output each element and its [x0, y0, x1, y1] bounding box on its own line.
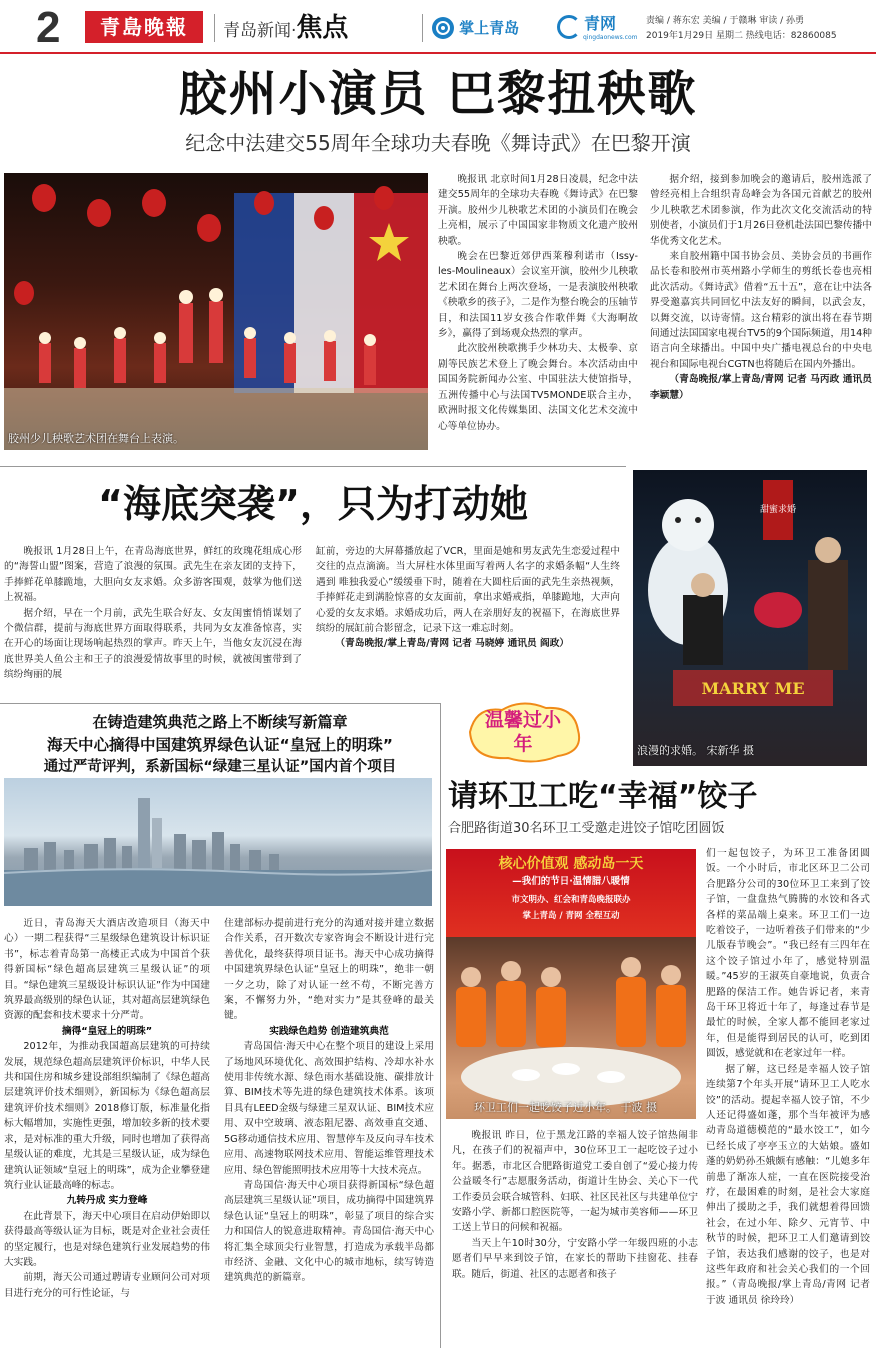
story3-column-2	[224, 916, 434, 1348]
story1-column-2	[650, 172, 872, 454]
banner-sub: —我们的节日·温情腊八暖情	[512, 876, 630, 887]
story2-col1-p1: 晚报讯 1月28日上午，在青岛海底世界，鲜红的玫瑰花组成心形的“海誓山盟”图案，营造了浪漫的氛围。武先生在亲友团的支持下，手捧鲜花单膝跪地，大胆向女友求婚。众多游客围观，鼓掌为他们送上祝福。	[4, 546, 302, 604]
story2-photo	[633, 470, 867, 766]
story1-photo	[4, 173, 428, 450]
story3-col1-p1: 近日，青岛海天大酒店改造项目（海天中心）一期二程获得“三星级绿色建筑设计标识证书”，标志着青岛第一高楼正式成为中国首个获得新国标“绿色超高层建筑三星级认证”的项目。“绿色建筑三星级设计标识认证”作为中国建筑界最高级别的绿色认证，其对超高层建筑绿色资源的配套和技术要求十分严苛。	[4, 918, 210, 1022]
story2-photo-banner: MARRY ME	[701, 679, 805, 698]
story4-colb-p1: 们一起包饺子，为环卫工准备团圆饭。一个小时后，市北区环卫二公司合肥路分公司的30位环卫工来到了饺子馆，一盘盘热气腾腾的水饺和各式各样的菜品端上桌来。环卫工们一边吃着饺子，一边听着孩子们带来的“少儿版春节晚会”。“我已经有三四年在这个饺子馆过小年了，感觉特别温暖。”45岁的王淑英自豪地说，负责合肥路的保洁工作。她告诉记者，来青岛干环卫将近十年了，每逢过春节是最忙的时候，全家人都不能回老家过年，但是能得到居民的认可，吃到团圆饭，感觉就和在老家过年一样。	[706, 848, 870, 1060]
paper-logo-text: 青島晚報	[100, 15, 188, 39]
site-url: qingdaonews.com	[583, 34, 637, 41]
masthead	[0, 0, 876, 56]
logo-divider	[214, 14, 215, 42]
story3-col1-p2: 2012年，为推动我国超高层建筑的可持续发展，规范绿色超高层建筑评价标识，中华人民共和国住房和城乡建设部组织编制了《绿色超高层建筑评价技术细则》，新国标为《绿色超高层建筑评价技术细则》2018修订版，标准量化指标大幅增加，实施性更强，增加较多新的技术要求，是对标准的重大升级，同时也增加了获得高星级认证的难度，尤其是三星级认证，成为绿色建筑认证领域“皇冠上的明珠”，成为企业攀登建筑行业认证最高峰的标志。	[4, 1041, 210, 1191]
story2-photo-caption: 浪漫的求婚。 宋新华 摄	[637, 744, 754, 757]
story1-col2-p1: 据介绍，接到参加晚会的邀请后，胶州选派了曾经亮相上合组织青岛峰会为各国元首献艺的胶州少儿秧歌艺术团参演，作为此次文化交流活动的特别使者，小演员们于1月26日登机赴法国巴黎传播中华优秀文化艺术。	[650, 174, 872, 247]
app-logo	[432, 14, 552, 42]
section-title	[223, 10, 423, 46]
story4-column-b	[706, 846, 870, 1346]
divider-vertical	[440, 703, 441, 1348]
story4-colb-p2: 据了解，这已经是幸福人饺子馆连续第7个年头开展“请环卫工人吃水饺”的活动。提起幸福人饺子馆，不少人还记得盛如蓬，那个当年被评为感动青岛道德模范的“最水饺工”，如今已经长成了亭亭玉立的大姑娘。盛如蓬的奶奶孙丕娥颇有感触：“儿媳多年前患了渐冻人症，一直在医院接受治疗，在最困难的时刻，是社会大家庭伸出了援助之手，我们就想着得回馈社会，在过小年、除夕、元宵节、中秋节的时候，把环卫工人们邀请到饺子馆，表达我们感谢的饺子，也是对这些年政府和社会关心我们的一个回报。”（青岛晚报/掌上青岛/青网 记者 于波 通讯员 徐玲玲）	[706, 1063, 870, 1306]
site-name: 青网	[584, 14, 617, 33]
story2-column-2	[316, 544, 620, 690]
story3-col2-sub1: 实践绿色趋势 创造建筑典范	[269, 1025, 389, 1037]
story4-photo	[446, 937, 696, 1119]
story3-col1-p3: 在此背景下，海天中心项目在启动伊始即以获得最高等级认证为目标，既是对企业社会责任的坚定履行，也是对绿色建筑行业发展趋势的伟大实践。	[4, 1210, 210, 1268]
story1-col2-p3: （青岛晚报/掌上青岛/青网 记者 马丙政 通讯员 李颖慧）	[650, 374, 872, 401]
stage-illustration	[4, 173, 428, 450]
story4-badge-text: 温馨过小年	[484, 709, 561, 755]
story3-headline2: 通过严苛评判，系新国标“绿建三星认证”国内首个项目	[43, 759, 397, 775]
story3-kicker: 在铸造建筑典范之路上不断续写新篇章	[92, 713, 348, 731]
banner-sub3: 掌上青岛 / 青网 全程互动	[522, 911, 620, 921]
story1-col1-paras	[438, 172, 638, 434]
masthead-rule	[0, 52, 876, 54]
story1-col1-p3: 此次胶州秧歌携手少林功夫、太极拳、京剧等民族艺术登上了晚会舞台。本次活动由中国国务院新闻办公室、中国驻法大使馆指导，五洲传播中心与法国TV5MONDE联合主办，欧洲时报文化传媒集团、法国文化艺术交流中心等单位协办。	[438, 343, 638, 432]
story1-col1-p1: 晚报讯 北京时间1月28日凌晨，纪念中法建交55周年的全球功夫春晚《舞诗武》在巴黎开演。胶州少儿秧歌艺术团的小演员们在晚会上亮相，展示了中国国家非物质文化遗产胶州秧歌。	[438, 174, 638, 247]
story3-column-1	[4, 916, 210, 1348]
story4-cola-p2: 当天上午10时30分，宁安路小学一年级四班的小志愿者们早早来到饺子馆，在家长的帮助下挂窗花、挂春联。随后，街道、社区的志愿者和孩子	[452, 1237, 698, 1280]
page-number: 2	[36, 3, 61, 52]
paper-logo	[85, 11, 203, 43]
section-focus: 焦点	[296, 13, 349, 43]
banner-sub2: 市文明办、红会和青岛晚报联办	[511, 895, 631, 905]
story2-photo-sign: 甜蜜求婚	[759, 505, 797, 515]
story3-photo	[4, 778, 432, 906]
story4-photo-caption: 环卫工们一起吃饺子过小年。 于波 摄	[474, 1101, 657, 1114]
logo-divider-2	[422, 14, 423, 42]
dumpling-dinner-illustration	[446, 937, 696, 1119]
story3-col2-p2: 青岛国信·海天中心在整个项目的建设上采用了场地风环境优化、高效围护结构、冷却水补水使用非传统水源、绿色雨水基础设施、碳排放计算、BIM技术等先进的绿色建筑技术体系。该项目具有LEED金级与绿建三星双认证、BIM技术应用、双中空玻璃、液态阻尼器、高效垂直交通、5G移动通信技术应用、智慧停车及反向寻车技术应用、高速物联网技术应用、智能运维管理技术应用、绿色智能照明技术应用等十大技术亮点。	[224, 1041, 434, 1176]
proposal-illustration	[633, 470, 867, 766]
site-icon	[557, 15, 581, 39]
story3-col1-p4: 前期，海天公司通过聘请专业顾问公司对项目进行充分的可行性论证，与	[4, 1272, 210, 1299]
story3-col2-p1: 住建部标办提前进行充分的沟通对接并建立数据合作关系，召开数次专家咨询会不断设计进行完善优化，最终获得项目证书。海天中心成功摘得中国建筑界绿色认证“皇冠上的明珠”，绝非一朝一夕之功，除了对认证一丝不苟，不断完善方案，不懈努力外，“绝对实力”是其登峰的最关键。	[224, 918, 434, 1022]
story2-col1-p2: 据介绍，早在一个月前，武先生联合好友、女友闺蜜悄悄谋划了个微信群，提前与海底世界方面取得联系，共同为女友准备惊喜，实在开心的场面让现场响起热烈的掌声。昨天上午，当他女友沉浸在海底世界美人鱼公主和王子的浪漫爱情故事里的时候，就被闺蜜带到了缤纷绚丽的展	[4, 607, 302, 681]
story3-col2-p3: 青岛国信·海天中心项目获得新国标“绿色超高层建筑三星级认证”项目，成功摘得中国建筑界绿色认证“皇冠上的明珠”，彰显了项目的综合实力和国信人的锐意进取精神。青岛国信·海天中心将汇集全球顶尖行业智慧，打造成为承载半岛都市经济、金融、文化中心的城市地标，续写铸造建筑典范的新篇章。	[224, 1179, 434, 1284]
story2-col2-p1: 缸前，旁边的大屏幕播放起了VCR，里面是她和男友武先生恋爱过程中交往的点点滴滴。当大屏柱水体里面写着两人名字的求婚条幅“人生终遇到 唯独我爱心”缓缓垂下时，随着在大圆柱后面的武先生亲热视频，手捧鲜花走到满脸惊喜的女友面前，拿出求婚戒指，单膝跪地，大声向心爱的女友求婚。求婚成功后，两人在亲朋好友的祝福下，在海底世界缤纷的展缸前合影留念，记录下这一难忘时刻。	[316, 546, 620, 635]
story1-subheadline: 纪念中法建交55周年全球功夫春晚《舞诗武》在巴黎开演	[185, 131, 691, 155]
story2-column-1	[4, 544, 302, 690]
story3-headline1: 海天中心摘得中国建筑界绿色认证“皇冠上的明珠”	[47, 736, 393, 754]
story4-subheadline: 合肥路街道30名环卫工受邀走进饺子馆吃团圆饭	[448, 821, 725, 836]
story4-badge	[462, 700, 584, 764]
story4-cola-p1: 晚报讯 昨日，位于黑龙江路的幸福人饺子馆热闹非凡，在孩子们的祝福声中，30位环卫工一起吃饺子过小年。据悉，市北区合肥路街道党工委自创了“爱心接力传 公益暖冬行”志愿服务活动，街道计生协会、关心下一代工作委员会联合城管科、妇联、社区民社区与共建单位宁安路小学、新都口腔医院等，一起为城市美容师——环卫工送上节日的问候和祝福。	[452, 1130, 698, 1234]
divider-story1	[0, 466, 626, 467]
app-name: 掌上青岛	[459, 19, 520, 37]
skyline-illustration	[4, 778, 432, 906]
story2-col2-p2: （青岛晚报/掌上青岛/青网 记者 马晓婷 通讯员 阎政）	[335, 638, 570, 650]
story3-col1-sub1: 摘得“皇冠上的明珠”	[61, 1025, 153, 1037]
site-logo	[557, 12, 637, 46]
app-icon	[432, 17, 454, 39]
banner-slogan: 核心价值观 感动岛一天	[498, 856, 644, 872]
story3-col1-sub2: 九转丹成 实力登峰	[66, 1195, 148, 1207]
story4-banner	[446, 849, 696, 937]
story2-headline: “海底突袭”，只为打动她	[98, 482, 528, 526]
story1-headline: 胶州小演员 巴黎扭秧歌	[178, 66, 698, 122]
story1-col1-p2: 晚会在巴黎近郊伊西莱穆利诺市（Issy-les-Moulineaux）会议室开演，胶州少儿秧歌艺术团在舞台上两次登场，一是表演胶州秧歌《秧歌乡的孩子》，二是作为整台晚会的压轴节目，和法国11岁女孩合作歌伴舞《大海啊故乡》，赢得了到场观众热烈的掌声。	[438, 251, 638, 340]
story4-headline: 请环卫工吃“幸福”饺子	[448, 779, 758, 814]
story4-column-a	[452, 1128, 698, 1348]
story1-column-1	[438, 172, 638, 454]
story1-col2-p2: 来自胶州籍中国书协会员、美协会员的书画作品长卷和胶州市英州路小学师生的剪纸长卷也亮相此次活动。《舞诗武》借着“五十五”，意在让中法各界受邀嘉宾共同回忆中法友好的瞬间，以武会友，以舞交流，以诗寄情。这台精彩的演出将在春节期间通过法国国家电视台TV5的9个国际频道，用14种语言向全球播出。中国中央广播电视总台的中央电视台和国际电视台CGTN也将随后在国内外播出。	[650, 251, 872, 370]
divider-story2	[0, 703, 440, 704]
editor-credits: 责编 / 蒋东宏 美编 / 于赣琳 审读 / 孙勇	[646, 16, 804, 26]
date-line: 2019年1月29日 星期二 热线电话：82860085	[646, 31, 837, 41]
section-left: 青岛新闻·	[223, 21, 297, 41]
story1-photo-caption: 胶州少儿秧歌艺术团在舞台上表演。	[8, 432, 184, 445]
